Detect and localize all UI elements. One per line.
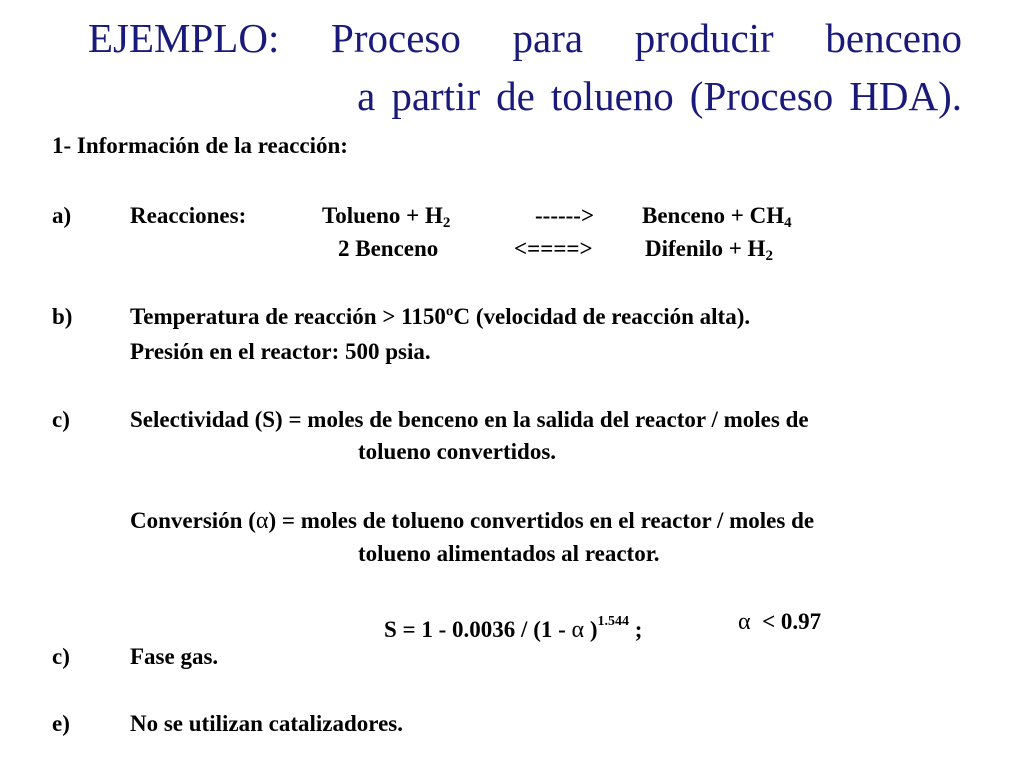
title-word: de [496,73,535,119]
title-word: partir [391,73,481,119]
pressure-text: Presión en el reactor: 500 psia. [130,339,431,364]
reaction-2-products: Difenilo + $H_2$ [645,236,773,264]
selectivity-text: Selectividad (S) = moles de benceno en la salida del reactor / moles de [130,407,809,432]
reaction-1-reactants: Tolueno + $H_2$ [322,203,451,231]
title-word: tolueno [550,73,674,119]
selectivity-equation: S = 1 - 0.0036 / (1 - α )$^{1.544}$ ; [384,614,643,643]
item-letter-c: c) [52,407,70,432]
title-word: Proceso [331,15,461,61]
conversion-text: Conversión (α) = moles de tolueno convertidos en el reactor / moles de [130,508,815,534]
item-letter-b: b) [52,304,73,329]
title-line-2 [357,72,962,120]
catalyst-text: No se utilizan catalizadores. [130,711,403,736]
reactions-label: Reacciones: [130,203,247,228]
reaction-1-products: Benceno + $CH_4$ [642,203,792,231]
title-word: (Proceso [689,73,834,119]
temperature-text: Temperatura de reacción > 1150ºC (velocidad de reacción alta). [130,304,751,329]
item-letter-a: a) [52,203,72,228]
item-letter-e: e) [52,711,70,736]
title-word: producir [634,15,774,61]
reaction-1-arrow: ------> [535,203,595,228]
alpha-symbol: α [738,609,751,635]
item-letter-c-second: c) [52,644,70,669]
title-word: benceno [825,15,962,61]
title-line-1 [88,14,962,62]
alpha-symbol: α [255,508,269,534]
title-word: HDA). [849,73,962,119]
alpha-symbol: α [571,617,585,643]
selectivity-continuation: tolueno convertidos. [358,439,557,464]
phase-text: Fase gas. [130,644,219,669]
section-heading: 1- Información de la reacción: [52,133,348,158]
title-word: para [512,15,584,61]
reaction-2-arrow: <====> [514,236,593,261]
title-word: a [357,73,376,119]
reaction-2-reactants: 2 Benceno [338,236,439,261]
alpha-constraint: α < 0.97 [738,609,822,635]
conversion-continuation: tolueno alimentados al reactor. [358,541,660,566]
title-word: EJEMPLO: [88,15,280,61]
